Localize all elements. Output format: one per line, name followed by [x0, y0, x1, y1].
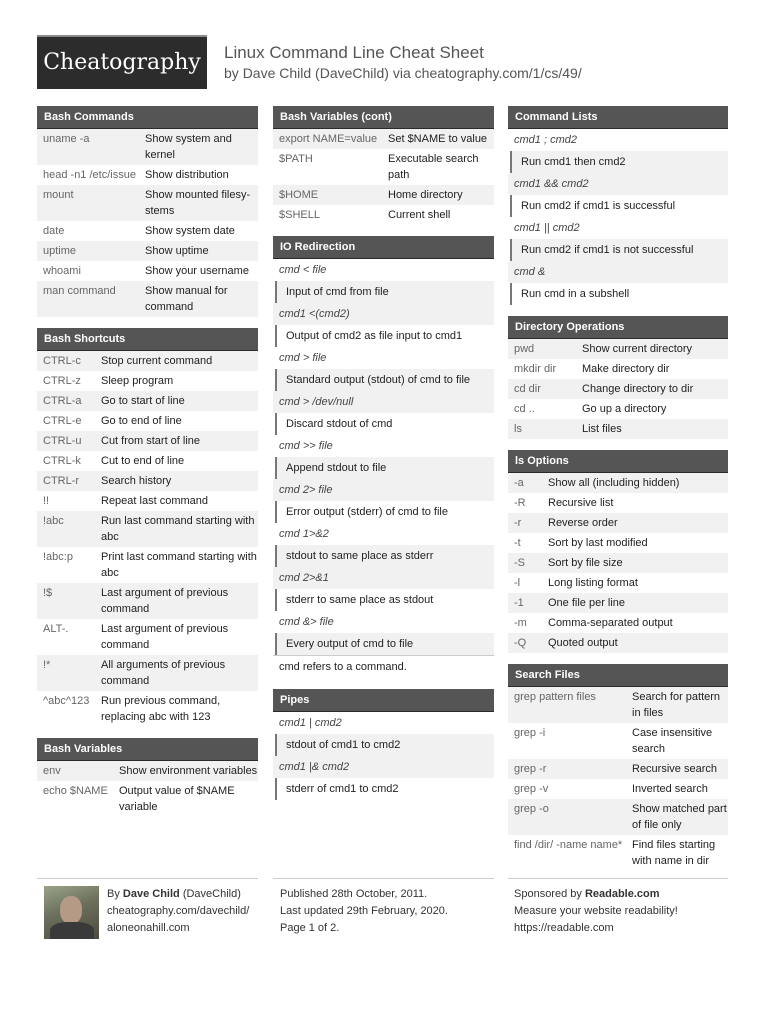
row-value: Show current directory	[582, 343, 693, 355]
pair-description: Input of cmd from file	[275, 281, 494, 303]
row-value: Sort by last modified	[548, 537, 648, 549]
pair-command: cmd1 ; cmd2	[514, 134, 577, 146]
table-row	[37, 547, 258, 583]
row-key: CTRL-u	[43, 435, 82, 447]
table-row	[508, 493, 728, 513]
row-key: -l	[514, 577, 521, 589]
row-key: -R	[514, 497, 526, 509]
row-value: Make directory dir	[582, 363, 670, 375]
footer-author-line	[107, 886, 249, 903]
table-row	[508, 513, 728, 533]
pair-description: stdout to same place as stderr	[275, 545, 494, 567]
list-item	[273, 391, 494, 435]
row-value: Inverted search	[632, 783, 708, 795]
row-key: grep -v	[514, 783, 549, 795]
pair-description: stdout of cmd1 to cmd2	[275, 734, 494, 756]
section-note: cmd refers to a command.	[273, 655, 494, 678]
section-rows	[508, 687, 728, 871]
table-row	[37, 431, 258, 451]
footer-publication	[280, 886, 448, 937]
logo-text: Cheatography	[43, 49, 201, 75]
row-key: !abc	[43, 515, 64, 527]
column-1	[37, 106, 258, 828]
row-value: Stop current command	[101, 355, 213, 367]
row-key: pwd	[514, 343, 535, 355]
pair-description: Discard stdout of cmd	[275, 413, 494, 435]
row-key: man command	[43, 285, 116, 297]
row-value: Sleep program	[101, 375, 174, 387]
list-item	[273, 756, 494, 800]
column-3	[508, 106, 728, 882]
row-value: Show all (including hidden)	[548, 477, 680, 489]
row-key: find /dir/ -name name*	[514, 839, 623, 851]
footer-sponsor	[514, 886, 678, 937]
row-key: head -n1 /etc/issue	[43, 169, 136, 181]
section-bash-commands	[37, 106, 258, 317]
table-row	[37, 451, 258, 471]
row-key: -1	[514, 597, 524, 609]
row-value: Go up a directory	[582, 403, 667, 415]
row-key: $HOME	[279, 189, 319, 201]
pair-command: cmd &> file	[279, 616, 334, 628]
table-row	[508, 687, 728, 723]
row-value: Executable search path	[388, 153, 479, 181]
table-row	[37, 221, 258, 241]
footer-divider	[508, 878, 728, 879]
page-title: Linux Command Line Cheat Sheet	[224, 43, 484, 62]
list-item	[273, 435, 494, 479]
row-value: Show distribution	[145, 169, 229, 181]
table-row	[508, 759, 728, 779]
footer-page: Page 1 of 2.	[280, 922, 340, 934]
row-value: Current shell	[388, 209, 451, 221]
section-header: Directory Operations	[508, 316, 728, 339]
table-row	[508, 835, 728, 871]
list-item	[508, 261, 728, 305]
pair-command: cmd1 <(cmd2)	[273, 303, 494, 325]
section-io-redirection	[273, 236, 494, 678]
pair-command: cmd >> file	[279, 440, 333, 452]
section-header: Bash Commands	[37, 106, 258, 129]
pair-description: Every output of cmd to file	[275, 633, 494, 655]
pair-command: cmd 1>&2	[279, 528, 329, 540]
pair-description: Append stdout to file	[275, 457, 494, 479]
section-ls-options	[508, 450, 728, 653]
table-row	[508, 533, 728, 553]
pair-description: Run cmd in a subshell	[510, 283, 728, 305]
row-value: Recursive list	[548, 497, 614, 509]
row-value: Show system date	[145, 225, 235, 237]
row-value: One file per line	[548, 597, 626, 609]
section-header: IO Redirection	[273, 236, 494, 259]
table-row	[37, 619, 258, 655]
row-value: Case insensitive search	[632, 727, 713, 755]
footer-divider	[273, 878, 494, 879]
table-row	[37, 583, 258, 619]
row-key: cd ..	[514, 403, 535, 415]
row-value: Search for pattern in files	[632, 691, 721, 719]
row-key: CTRL-c	[43, 355, 81, 367]
section-header: Bash Variables	[37, 738, 258, 761]
pair-description: Error output (stderr) of cmd to file	[275, 501, 494, 523]
byline	[224, 65, 582, 81]
sheet-url-link[interactable]: cheatography.com/1/cs/49/	[414, 65, 582, 81]
section-pairs	[273, 259, 494, 655]
row-value: Search history	[101, 475, 172, 487]
table-row	[273, 185, 494, 205]
row-value: Quoted output	[548, 637, 618, 649]
pair-description: Standard output (stdout) of cmd to file	[275, 369, 494, 391]
row-key: grep -i	[514, 727, 546, 739]
list-item	[273, 303, 494, 347]
row-value: Go to start of line	[101, 395, 185, 407]
row-key: ALT-.	[43, 623, 69, 635]
row-value: Find files starting with name in dir	[632, 839, 716, 867]
row-value: Show your username	[145, 265, 249, 277]
row-key: mkdir dir	[514, 363, 557, 375]
table-row	[508, 379, 728, 399]
pair-command: cmd1 | cmd2	[279, 717, 342, 729]
row-value: Long listing format	[548, 577, 638, 589]
section-pairs	[273, 712, 494, 800]
table-row	[37, 491, 258, 511]
pair-command: cmd 2>&1	[273, 567, 494, 589]
table-row	[37, 351, 258, 371]
cheatography-logo[interactable]	[37, 35, 207, 89]
table-row	[508, 633, 728, 653]
row-key: CTRL-r	[43, 475, 80, 487]
footer-author	[107, 886, 249, 937]
row-key: env	[43, 765, 61, 777]
row-key: whoami	[43, 265, 81, 277]
row-value: Sort by file size	[548, 557, 623, 569]
row-key: grep -o	[514, 803, 549, 815]
list-item	[273, 712, 494, 756]
section-header: Search Files	[508, 664, 728, 687]
row-key: CTRL-e	[43, 415, 82, 427]
row-value: Show system and kernel	[145, 133, 232, 161]
table-row	[273, 129, 494, 149]
table-row	[37, 371, 258, 391]
row-value: Run previous command, replacing abc with 123	[101, 695, 221, 723]
row-key: $SHELL	[279, 209, 320, 221]
list-item	[273, 479, 494, 523]
byline-via: via	[388, 65, 415, 81]
table-row	[37, 761, 258, 781]
pair-command: cmd1 || cmd2	[514, 222, 580, 234]
section-header: Bash Shortcuts	[37, 328, 258, 351]
row-key: date	[43, 225, 65, 237]
table-row	[508, 613, 728, 633]
row-value: Print last command starting with abc	[101, 551, 257, 579]
row-value: Home directory	[388, 189, 463, 201]
table-row	[508, 419, 728, 439]
row-key: CTRL-k	[43, 455, 81, 467]
section-header: Command Lists	[508, 106, 728, 129]
table-row	[273, 149, 494, 185]
row-value: Show matched part of file only	[632, 803, 727, 831]
row-value: List files	[582, 423, 622, 435]
section-header: Bash Variables (cont)	[273, 106, 494, 129]
pair-command: cmd > /dev/null	[273, 391, 494, 413]
footer-sponsor-prefix: Sponsored by	[514, 888, 585, 900]
footer-sponsor-tagline: Measure your website readability!	[514, 905, 678, 917]
table-row	[508, 723, 728, 759]
table-row	[37, 185, 258, 221]
footer-author-name[interactable]: Dave Child	[122, 888, 180, 900]
table-row	[37, 471, 258, 491]
table-row	[37, 781, 258, 817]
row-key: ls	[514, 423, 522, 435]
table-row	[273, 205, 494, 225]
pair-description: Run cmd2 if cmd1 is successful	[510, 195, 728, 217]
section-search-files	[508, 664, 728, 871]
list-item	[273, 523, 494, 567]
table-row	[508, 593, 728, 613]
table-row	[508, 399, 728, 419]
footer-author-handle: (DaveChild)	[179, 888, 241, 900]
pair-command: cmd1 && cmd2	[508, 173, 728, 195]
footer-author-site-link[interactable]: aloneonahill.com	[107, 922, 190, 934]
row-value: Go to end of line	[101, 415, 182, 427]
table-row	[37, 281, 258, 317]
table-row	[508, 359, 728, 379]
list-item	[508, 173, 728, 217]
section-rows	[273, 129, 494, 225]
row-value: Cut to end of line	[101, 455, 185, 467]
table-row	[508, 779, 728, 799]
footer-divider	[37, 878, 258, 879]
row-key: -t	[514, 537, 521, 549]
row-key: grep pattern files	[514, 691, 596, 703]
section-rows	[37, 351, 258, 727]
author-link[interactable]: Dave Child (DaveChild)	[242, 65, 389, 81]
section-directory-operations	[508, 316, 728, 439]
section-bash-variables-cont	[273, 106, 494, 225]
table-row	[37, 261, 258, 281]
row-key: echo $NAME	[43, 785, 108, 797]
footer-author-url-link[interactable]: cheatography.com/davechild/	[107, 905, 250, 917]
pair-command: cmd > file	[279, 352, 327, 364]
row-value: Output value of $NAME variable	[119, 785, 235, 813]
row-key: -a	[514, 477, 524, 489]
row-value: Last argument of previous command	[101, 587, 229, 615]
row-key: grep -r	[514, 763, 547, 775]
footer-sponsor-name[interactable]: Readable.com	[584, 888, 660, 900]
pair-description: Run cmd1 then cmd2	[510, 151, 728, 173]
section-rows	[508, 339, 728, 439]
row-key: -m	[514, 617, 527, 629]
pair-command: cmd &	[508, 261, 728, 283]
column-2	[273, 106, 494, 811]
row-key: CTRL-a	[43, 395, 82, 407]
byline-by: by	[224, 65, 243, 81]
section-pipes	[273, 689, 494, 800]
table-row	[37, 241, 258, 261]
row-value: Run last command starting with abc	[101, 515, 255, 543]
list-item	[273, 567, 494, 611]
row-value: All arguments of previous command	[101, 659, 226, 687]
table-row	[37, 129, 258, 165]
row-key: -r	[514, 517, 522, 529]
row-value: Change directory to dir	[582, 383, 694, 395]
section-bash-variables	[37, 738, 258, 817]
row-value: Reverse order	[548, 517, 618, 529]
row-value: Show uptime	[145, 245, 209, 257]
list-item	[273, 611, 494, 655]
section-header: ls Options	[508, 450, 728, 473]
row-key: uptime	[43, 245, 77, 257]
row-value: Show manual for command	[145, 285, 228, 313]
section-rows	[508, 473, 728, 653]
row-key: !$	[43, 587, 53, 599]
row-value: Show environment variables	[119, 765, 258, 777]
row-key: $PATH	[279, 153, 313, 165]
pair-description: Run cmd2 if cmd1 is not successful	[510, 239, 728, 261]
row-key: export NAME=value	[279, 133, 378, 145]
row-value: Set $NAME to value	[388, 133, 488, 145]
row-value: Comma-separated output	[548, 617, 673, 629]
row-key: uname -a	[43, 133, 90, 145]
footer-by: By	[107, 888, 123, 900]
row-key: CTRL-z	[43, 375, 81, 387]
row-key: -Q	[514, 637, 527, 649]
list-item	[508, 129, 728, 173]
row-key: !abc:p	[43, 551, 73, 563]
table-row	[37, 411, 258, 431]
pair-description: stderr of cmd1 to cmd2	[275, 778, 494, 800]
pair-command: cmd < file	[279, 264, 327, 276]
pair-description: Output of cmd2 as file input to cmd1	[275, 325, 494, 347]
footer-updated: Last updated 29th February, 2020.	[280, 905, 448, 917]
row-key: !!	[43, 495, 50, 507]
list-item	[508, 217, 728, 261]
pair-description: stderr to same place as stdout	[275, 589, 494, 611]
section-bash-shortcuts	[37, 328, 258, 727]
table-row	[37, 391, 258, 411]
row-value: Last argument of previous command	[101, 623, 229, 651]
pair-command: cmd 2> file	[273, 479, 494, 501]
row-key: cd dir	[514, 383, 541, 395]
pair-command: cmd1 |& cmd2	[273, 756, 494, 778]
row-value: Repeat last command	[101, 495, 208, 507]
row-key: -S	[514, 557, 525, 569]
table-row	[37, 511, 258, 547]
section-header: Pipes	[273, 689, 494, 712]
row-key: ^abc^123	[43, 695, 90, 707]
footer-published: Published 28th October, 2011.	[280, 888, 428, 900]
table-row	[508, 339, 728, 359]
table-row	[37, 691, 258, 727]
footer-sponsor-url-link[interactable]: https://readable.com	[514, 922, 614, 934]
row-value: Recursive search	[632, 763, 717, 775]
author-avatar	[44, 886, 99, 939]
table-row	[508, 553, 728, 573]
row-value: Cut from start of line	[101, 435, 201, 447]
footer-sponsor-line	[514, 886, 678, 903]
row-value: Show mounted filesystems	[145, 189, 251, 217]
table-row	[37, 165, 258, 185]
table-row	[508, 799, 728, 835]
section-command-lists	[508, 106, 728, 305]
table-row	[508, 473, 728, 493]
section-rows	[37, 129, 258, 317]
list-item	[273, 347, 494, 391]
list-item	[273, 259, 494, 303]
table-row	[508, 573, 728, 593]
section-pairs	[508, 129, 728, 305]
row-key: !*	[43, 659, 51, 671]
table-row	[37, 655, 258, 691]
row-key: mount	[43, 189, 74, 201]
section-rows	[37, 761, 258, 817]
